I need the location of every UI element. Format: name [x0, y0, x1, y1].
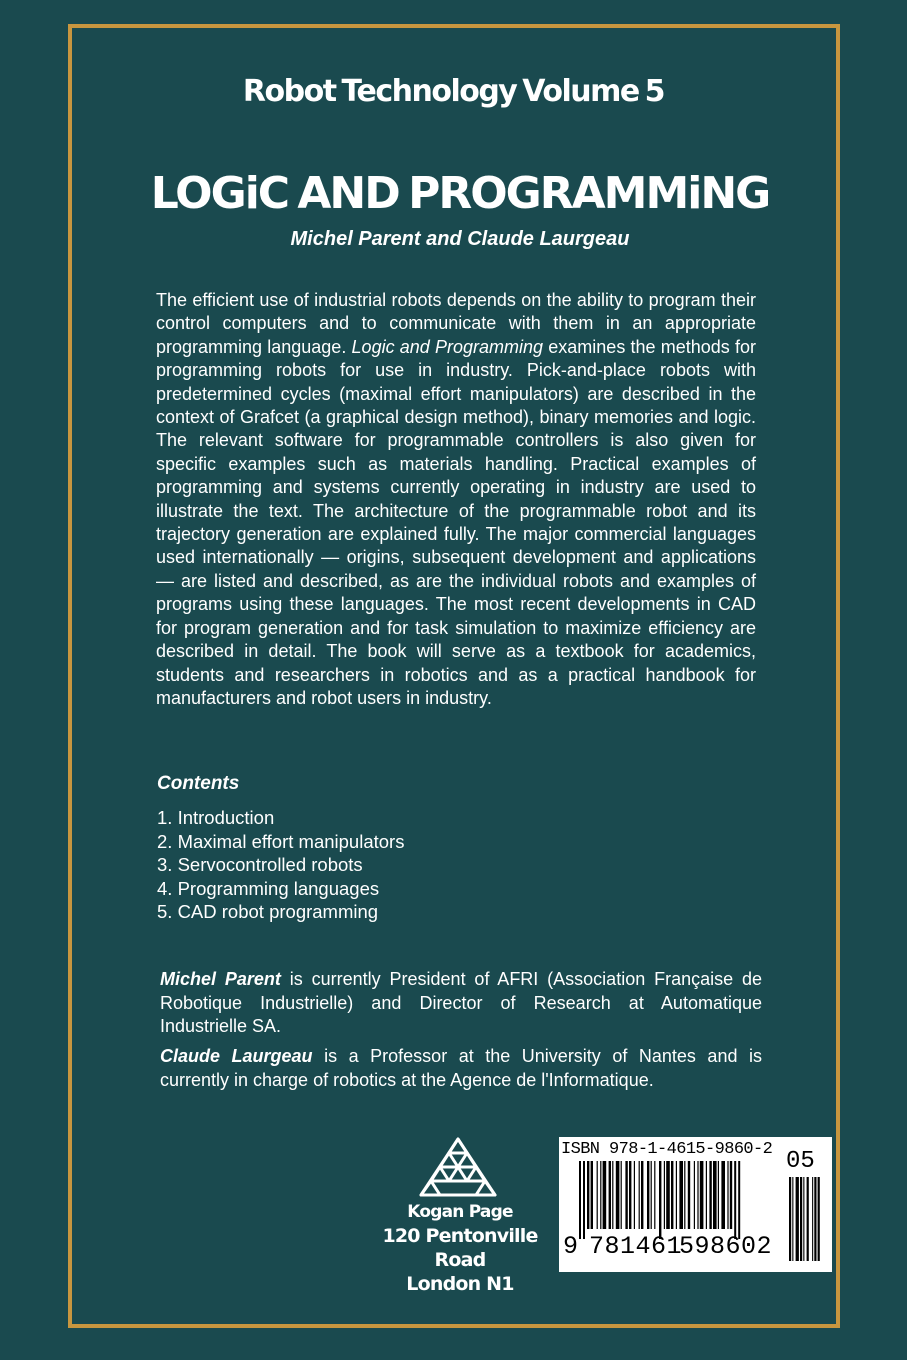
barcode-bar — [603, 1161, 607, 1229]
author-bio-1 — [160, 968, 762, 1039]
barcode-bar — [591, 1161, 593, 1229]
series-title: Robot Technology Volume 5 — [242, 74, 665, 109]
contents-heading: Contents — [157, 773, 240, 794]
barcode-bar — [609, 1161, 611, 1229]
barcode-bar — [727, 1161, 728, 1229]
contents-item: 4. Programming languages — [157, 877, 380, 899]
publisher-name: Kogan Page — [407, 1202, 513, 1222]
barcode-bar — [807, 1177, 809, 1261]
barcode-bar — [814, 1177, 816, 1261]
barcode-bar — [709, 1161, 711, 1229]
bio-2-name: Claude Laurgeau — [160, 1046, 313, 1066]
barcode-bar — [688, 1161, 690, 1229]
publisher-logo-icon — [418, 1136, 498, 1198]
barcode-bar — [651, 1161, 652, 1229]
barcode-bar — [583, 1161, 585, 1239]
barcode-bar — [625, 1161, 627, 1229]
barcode-bar — [812, 1177, 813, 1261]
blurb-text-1: The efficient use of industrial robots depends on the ability to program their control computers and to communicate with them in an appropriate programming language. — [156, 290, 756, 357]
publisher-block — [360, 1200, 560, 1296]
barcode-bar — [694, 1161, 695, 1229]
barcode-bar — [706, 1161, 707, 1229]
barcode-bar — [713, 1161, 717, 1229]
barcode-bar — [616, 1161, 620, 1229]
barcode-addon-bars — [789, 1177, 827, 1262]
barcode-bar — [579, 1161, 581, 1239]
bio-2-text: is a Professor at the University of Nantes and is currently in charge of robotics at the Agence de l'Informatique. — [160, 1046, 762, 1090]
barcode-bar — [730, 1161, 732, 1229]
barcode-bar — [659, 1161, 661, 1239]
blurb-italic-title: Logic and Programming — [351, 336, 544, 357]
barcode-bar — [684, 1161, 685, 1229]
isbn-number: ISBN 978-1-4615-9860-2 — [561, 1140, 773, 1159]
barcode-bar — [647, 1161, 649, 1229]
barcode-bar — [639, 1161, 640, 1229]
bio-1-name: Michel Parent — [160, 969, 281, 989]
barcode-bar — [721, 1161, 725, 1229]
barcode-bar — [796, 1177, 799, 1261]
barcode-bar — [634, 1161, 635, 1229]
bio-1-text: is currently President of AFRI (Association Française de Robotique Industrielle) and Director of Research at Automatique Industrielle SA. — [160, 969, 762, 1036]
contents-item: 5. CAD robot programming — [157, 901, 379, 922]
barcode-bar — [789, 1177, 791, 1261]
barcode-bar — [800, 1177, 802, 1261]
barcode-first-digit: 9 — [563, 1232, 579, 1261]
barcode-bar — [654, 1161, 655, 1229]
barcode-left-digits: 781461 — [589, 1232, 683, 1261]
barcode-bar — [587, 1161, 589, 1229]
barcode-bar — [734, 1161, 736, 1239]
barcode-bar — [671, 1161, 673, 1229]
barcode-bar — [621, 1161, 622, 1229]
barcode-bar — [818, 1177, 820, 1261]
barcode-bar — [641, 1161, 643, 1229]
barcode-bar — [792, 1177, 793, 1261]
barcode-bar — [612, 1161, 613, 1229]
contents-list — [157, 806, 404, 924]
blurb-text-2: examines the methods for programming robots for use in industry. Pick-and-place robots with predetermined cycles (maximal effort manipulators) are described in the context of Grafcet (a graphical design method), binary memories and logic. The relevant software for programmable controllers is also given for specific examples such as materials handling. Practical examples of programming and systems currently operating in industry are used to illustrate the text. The architecture of the programmable robot and its trajectory generation are explained fully. The major commercial languages used internationally — origins, subsequent development and applications — are listed and described, as are the individual robots and examples of programs using these languages. The most recent developments in CAD for program generation and for task simulation to maximize efficiency are described in detail. The book will serve as a textbook for academics, students and researchers in robotics and as a practical handbook for manufacturers and robot users in industry. — [156, 336, 756, 708]
isbn-barcode — [559, 1137, 832, 1272]
barcode-addon-code: 05 — [786, 1148, 815, 1175]
barcode-bar — [700, 1161, 704, 1229]
publisher-address-line-1: 120 Pentonville Road — [382, 1225, 538, 1271]
barcode-bars — [579, 1161, 779, 1239]
barcode-bar — [666, 1161, 670, 1229]
contents-item: 1. Introduction — [157, 807, 275, 828]
barcode-bar — [697, 1161, 698, 1229]
book-authors: Michel Parent and Claude Laurgeau — [290, 228, 630, 250]
publisher-address-line-2: London N1 — [406, 1273, 514, 1295]
blurb — [156, 289, 756, 710]
barcode-bar — [676, 1161, 677, 1229]
contents-item: 2. Maximal effort manipulators — [157, 830, 405, 852]
barcode-bar — [679, 1161, 683, 1229]
barcode-bar — [600, 1161, 601, 1229]
barcode-bar — [664, 1161, 665, 1229]
barcode-bar — [718, 1161, 719, 1229]
barcode-bar — [738, 1161, 740, 1239]
barcode-bar — [803, 1177, 804, 1261]
book-title: LOGiC AND PROGRAMMiNG — [150, 168, 770, 219]
author-bio-2 — [160, 1045, 762, 1092]
barcode-right-digits: 598602 — [679, 1232, 773, 1261]
contents-item: 3. Servocontrolled robots — [157, 854, 363, 875]
barcode-bar — [629, 1161, 631, 1229]
barcode-bar — [597, 1161, 598, 1229]
